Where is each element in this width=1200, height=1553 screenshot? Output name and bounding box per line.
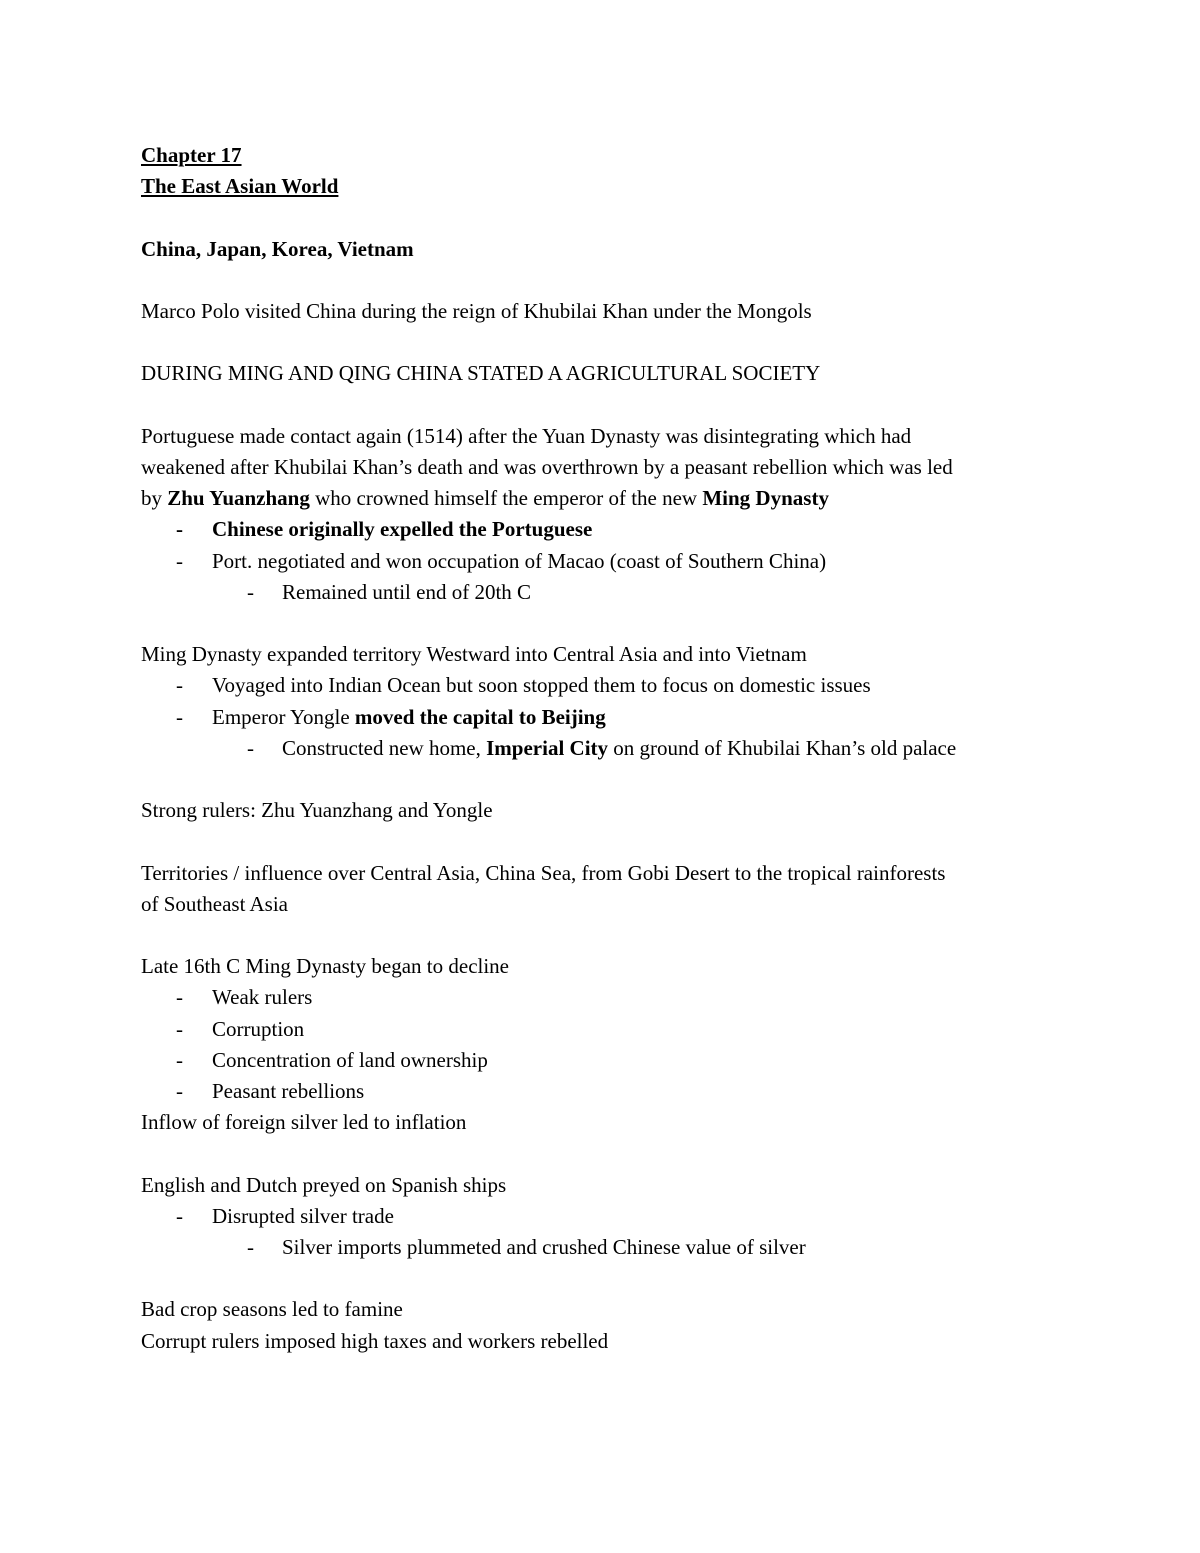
territories-line: Territories / influence over Central Asia, China Sea, from Gobi Desert to the tropical rainforests xyxy=(141,860,946,885)
famine-line: Bad crop seasons led to famine xyxy=(141,1297,403,1322)
bullet-dash: - xyxy=(247,1234,254,1259)
text-run: by xyxy=(141,486,168,511)
spacer xyxy=(141,920,1080,951)
spacer xyxy=(141,764,1080,795)
spacer xyxy=(141,608,1080,639)
bold-text-run: moved the capital to Beijing xyxy=(354,704,606,729)
list-item xyxy=(141,1045,1080,1076)
regions-heading: China, Japan, Korea, Vietnam xyxy=(141,236,414,261)
sub-list-item xyxy=(141,577,1080,608)
list-item-text: Peasant rebellions xyxy=(212,1078,365,1103)
section-heading: Ming Dynasty expanded territory Westward into Central Asia and into Vietnam xyxy=(141,642,807,667)
list-item-text: Weak rulers xyxy=(212,985,313,1010)
bullet-dash: - xyxy=(176,548,183,573)
text-run: Constructed new home, xyxy=(282,735,487,760)
bullet-dash: - xyxy=(176,1203,183,1228)
spacer xyxy=(141,202,1080,233)
bullet-dash: - xyxy=(247,735,254,760)
text-run: Emperor Yongle xyxy=(212,704,355,729)
bold-text-run: Imperial City xyxy=(486,735,609,760)
sub-list-item xyxy=(141,1232,1080,1263)
ming-qing-line: DURING MING AND QING CHINA STATED A AGRICULTURAL SOCIETY xyxy=(141,361,821,386)
chapter-heading: Chapter 17 xyxy=(141,143,242,167)
famine-line: Corrupt rulers imposed high taxes and workers rebelled xyxy=(141,1328,609,1353)
chapter-title: The East Asian World xyxy=(141,174,339,199)
spacer xyxy=(141,1263,1080,1294)
list-item-text: Concentration of land ownership xyxy=(212,1047,488,1072)
sub-list-item xyxy=(141,733,1080,764)
strong-rulers-line: Strong rulers: Zhu Yuanzhang and Yongle xyxy=(141,798,493,823)
bullet-dash: - xyxy=(176,1078,183,1103)
list-item-text: Chinese originally expelled the Portuguese xyxy=(212,517,593,542)
list-item xyxy=(141,670,1080,701)
bold-text-run: Zhu Yuanzhang xyxy=(167,486,310,511)
list-item xyxy=(141,1201,1080,1232)
section-heading: Late 16th C Ming Dynasty began to decline xyxy=(141,954,510,979)
text-run: on ground of Khubilai Khan’s old palace xyxy=(608,735,957,760)
territories-line: of Southeast Asia xyxy=(141,891,288,916)
english-dutch-section xyxy=(141,1170,1080,1264)
bullet-dash: - xyxy=(176,1047,183,1072)
list-item xyxy=(141,702,1080,733)
section-heading: English and Dutch preyed on Spanish ships xyxy=(141,1172,507,1197)
list-item-text: Remained until end of 20th C xyxy=(282,579,532,604)
bold-text-run: Ming Dynasty xyxy=(702,486,829,511)
expansion-section xyxy=(141,639,1080,764)
spacer xyxy=(141,390,1080,421)
list-item xyxy=(141,1076,1080,1107)
marco-polo-line: Marco Polo visited China during the reign of Khubilai Khan under the Mongols xyxy=(141,298,812,323)
list-item xyxy=(141,514,1080,545)
list-item xyxy=(141,1014,1080,1045)
paragraph-line: weakened after Khubilai Khan’s death and was overthrown by a peasant rebellion which was led xyxy=(141,454,953,479)
bullet-dash: - xyxy=(247,579,254,604)
portuguese-paragraph xyxy=(141,421,1080,608)
spacer xyxy=(141,327,1080,358)
list-item-text: Corruption xyxy=(212,1016,305,1041)
list-item xyxy=(141,546,1080,577)
paragraph-line: Inflow of foreign silver led to inflation xyxy=(141,1110,467,1135)
bullet-dash: - xyxy=(176,673,183,698)
list-item-text: Disrupted silver trade xyxy=(212,1203,394,1228)
paragraph-line: Portuguese made contact again (1514) after the Yuan Dynasty was disintegrating which had xyxy=(141,423,912,448)
bullet-dash: - xyxy=(176,1016,183,1041)
list-item-text: Port. negotiated and won occupation of Macao (coast of Southern China) xyxy=(212,548,827,573)
list-item-text: Silver imports plummeted and crushed Chinese value of silver xyxy=(282,1234,806,1259)
list-item-text: Voyaged into Indian Ocean but soon stopped them to focus on domestic issues xyxy=(212,673,871,698)
spacer xyxy=(141,826,1080,857)
text-run: who crowned himself the emperor of the new xyxy=(309,486,703,511)
decline-section xyxy=(141,951,1080,1138)
list-item xyxy=(141,982,1080,1013)
spacer xyxy=(141,1138,1080,1169)
bullet-dash: - xyxy=(176,517,183,542)
spacer xyxy=(141,265,1080,296)
paragraph-line xyxy=(141,483,1080,514)
bullet-dash: - xyxy=(176,985,183,1010)
bullet-dash: - xyxy=(176,704,183,729)
